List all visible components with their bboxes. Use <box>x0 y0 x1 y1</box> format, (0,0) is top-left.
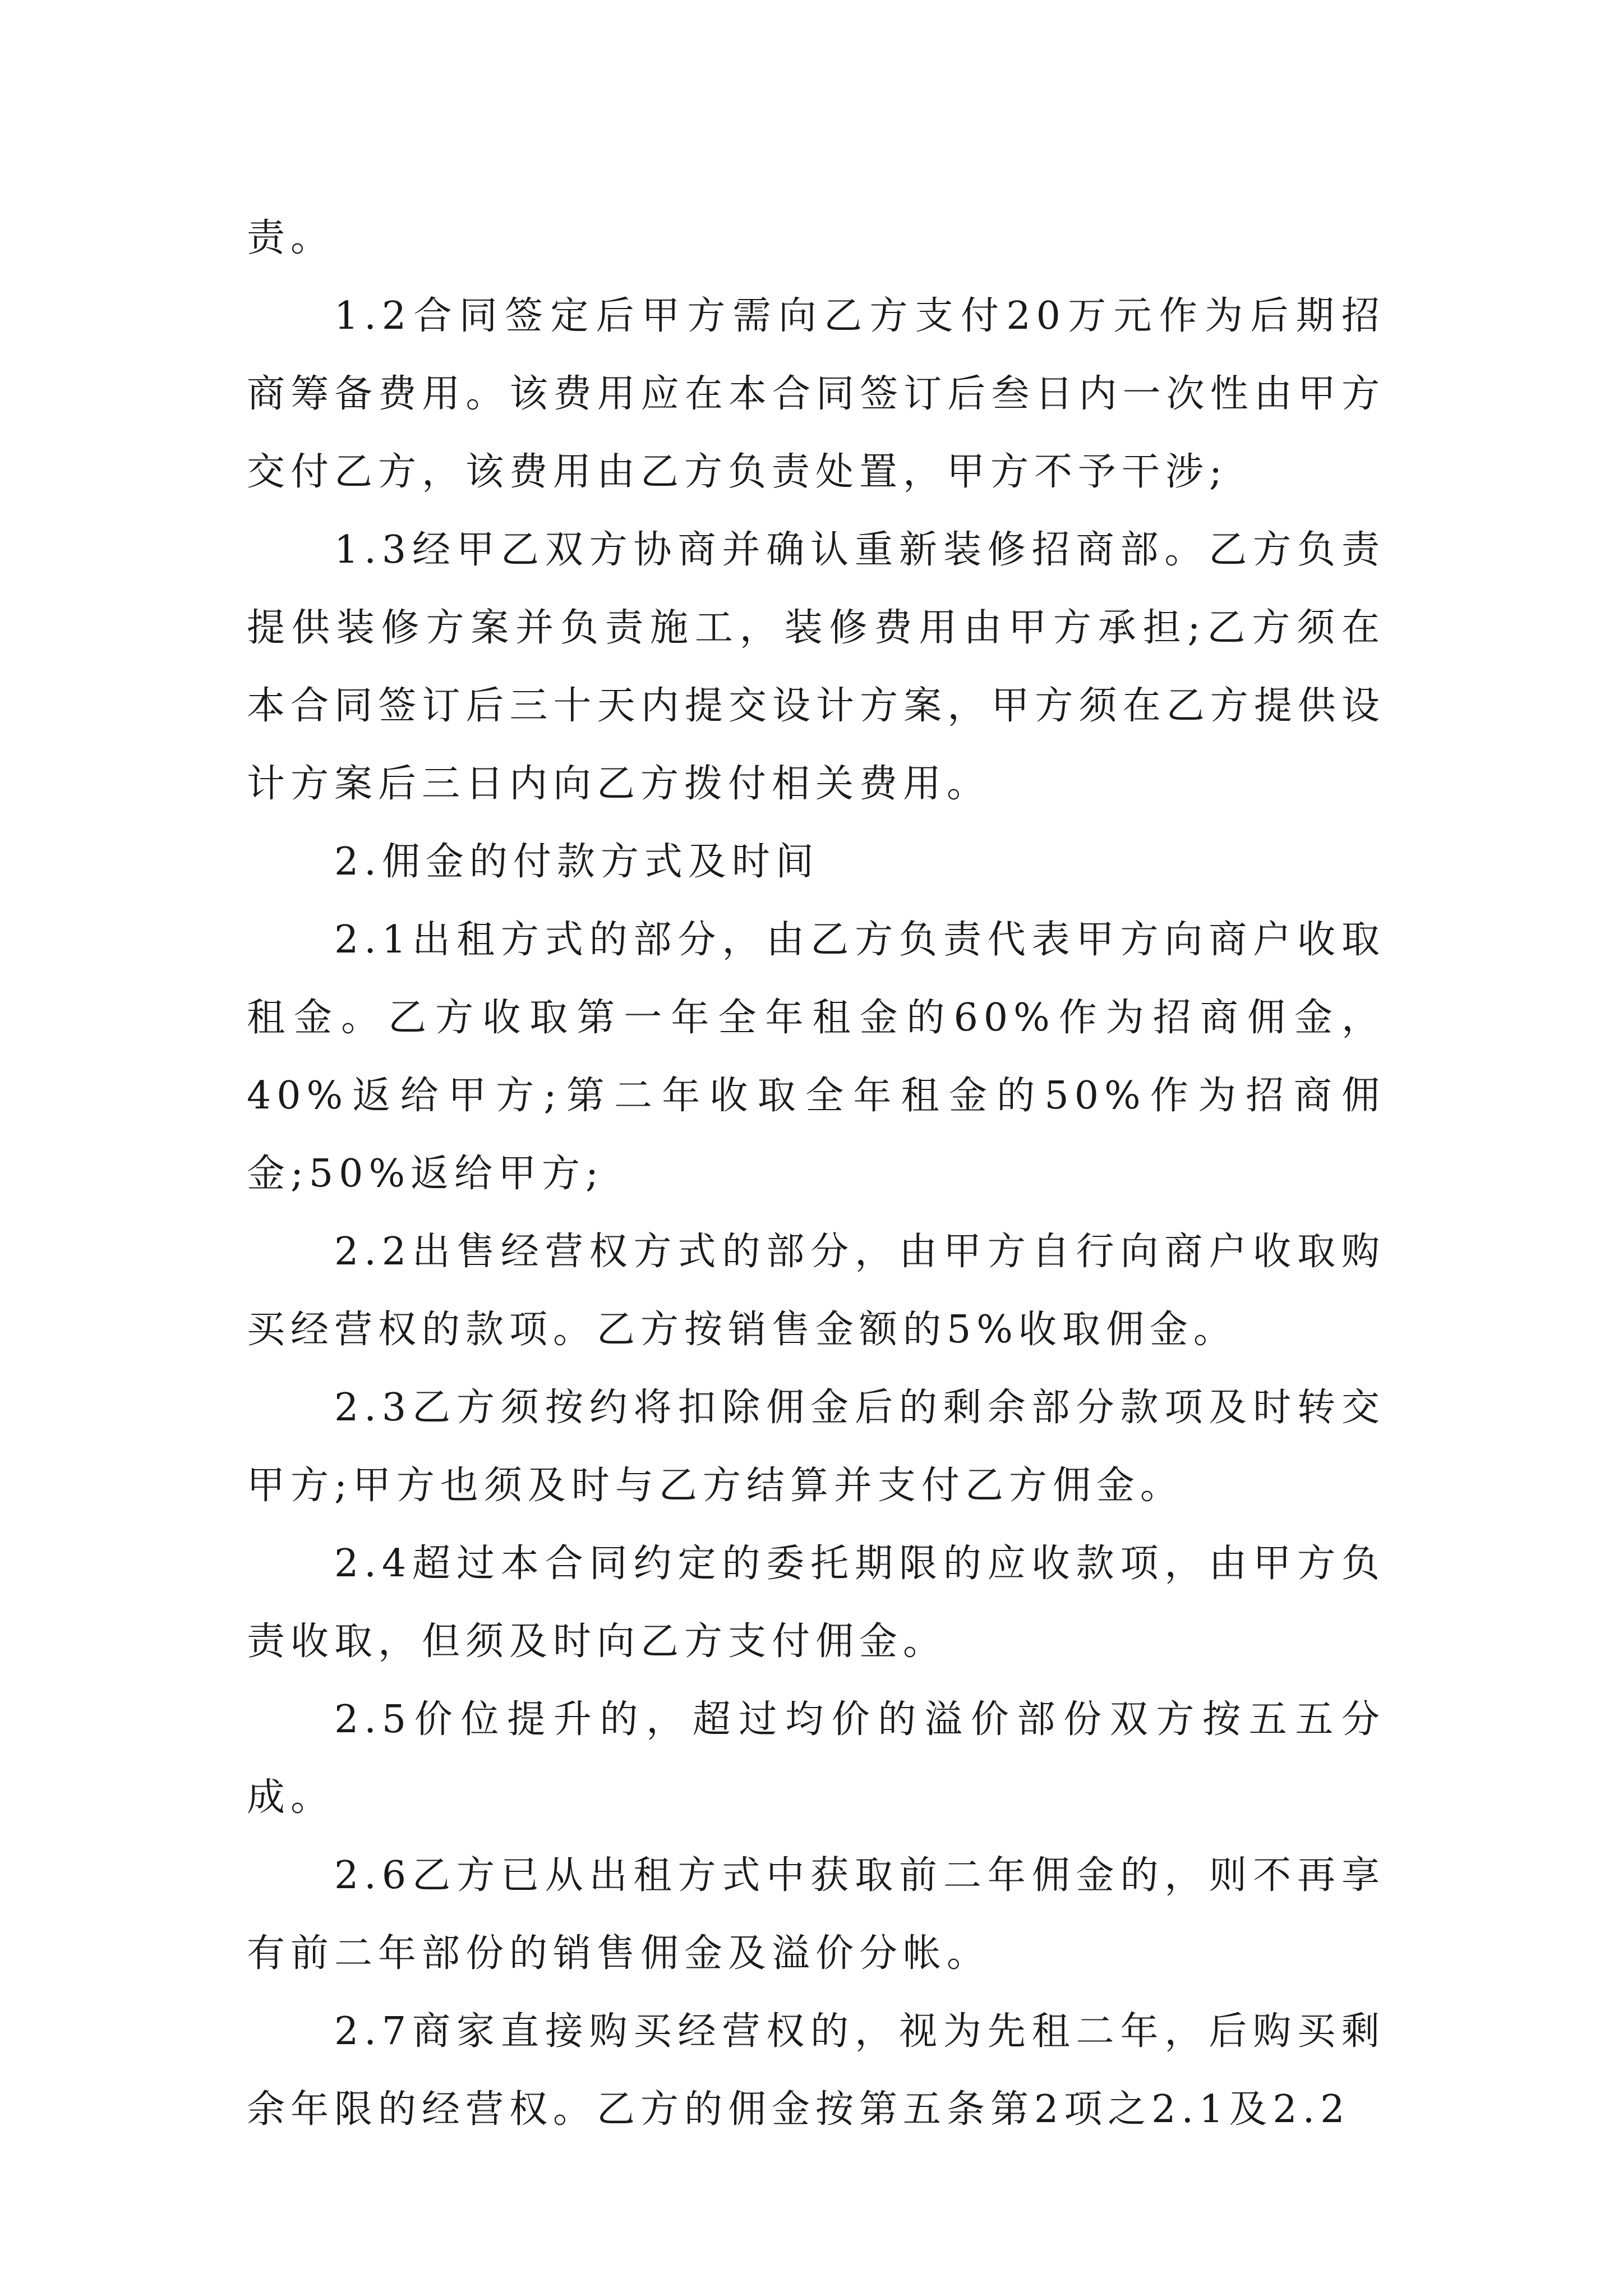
paragraph-clause-2-1: 2.1出租方式的部分，由乙方负责代表甲方向商户收取租金。乙方收取第一年全年租金的60%作为招商佣金，40%返给甲方;第二年收取全年租金的50%作为招商佣金;50%返给甲方; <box>247 918 1385 1196</box>
paragraph-clause-2-6: 2.6乙方已从出租方式中获取前二年佣金的，则不再享有前二年部份的销售佣金及溢价分帐。 <box>247 1853 1385 1976</box>
paragraph-clause-2-3: 2.3乙方须按约将扣除佣金后的剩余部分款项及时转交甲方;甲方也须及时与乙方结算并支付乙方佣金。 <box>247 1386 1385 1508</box>
paragraph-clause-2-4: 2.4超过本合同约定的委托期限的应收款项，由甲方负责收取，但须及时向乙方支付佣金。 <box>247 1542 1385 1664</box>
document-body <box>247 199 1385 2148</box>
section-heading-2: 2.佣金的付款方式及时间 <box>334 840 819 884</box>
paragraph-clause-1-2: 1.2合同签定后甲方需向乙方支付20万元作为后期招商筹备费用。该费用应在本合同签订后叁日内一次性由甲方交付乙方，该费用由乙方负责处置，甲方不予干涉; <box>247 294 1385 494</box>
paragraph-continuation: 责。 <box>247 216 335 260</box>
paragraph-clause-2-5: 2.5价位提升的，超过均价的溢价部份双方按五五分成。 <box>247 1697 1385 1820</box>
paragraph-clause-2-2: 2.2出售经营权方式的部分，由甲方自行向商户收取购买经营权的款项。乙方按销售金额的5%收取佣金。 <box>247 1230 1385 1352</box>
paragraph-clause-1-3: 1.3经甲乙双方协商并确认重新装修招商部。乙方负责提供装修方案并负责施工，装修费用由甲方承担;乙方须在本合同签订后三十天内提交设计方案，甲方须在乙方提供设计方案后三日内向乙方拨付相关费用。 <box>247 528 1385 806</box>
paragraph-clause-2-7: 2.7商家直接购买经营权的，视为先租二年，后购买剩余年限的经营权。乙方的佣金按第五条第2项之2.1及2.2 <box>247 2009 1385 2132</box>
